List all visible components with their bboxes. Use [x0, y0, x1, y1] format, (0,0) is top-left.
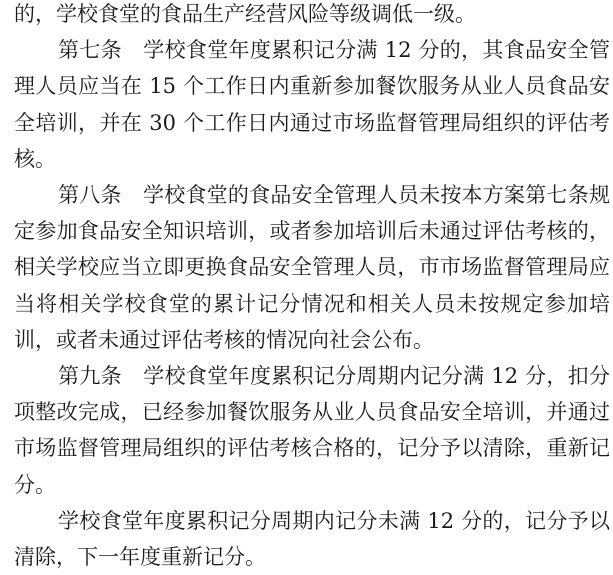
paragraph-reset-rule: 学校食堂年度累积记分周期内记分未满 12 分的，记分予以清除，下一年度重新记分。 — [14, 508, 610, 570]
paragraph-article-7: 第七条 学校食堂年度累积记分满 12 分的，其食品安全管理人员应当在 15 个工作日内重新参加餐饮服务从业人员食品安全培训，并在 30 个工作日内通过市场监督管理局组织的评估考核。 — [14, 38, 610, 171]
paragraph-article-8: 第八条 学校食堂的食品安全管理人员未按本方案第七条规定参加食品安全知识培训，或者参加培训后未通过评估考核的，相关学校应当立即更换食品安全管理人员，市市场监督管理局应当将相关学校食堂的累计记分情况和相关人员未按规定参加培训，或者未通过评估考核的情况向社会公布。 — [14, 183, 610, 352]
paragraph-continuation: 的，学校食堂的食品生产经营风险等级调低一级。 — [14, 2, 476, 26]
paragraph-article-9: 第九条 学校食堂年度累积记分周期内记分满 12 分，扣分项整改完成，已经参加餐饮服务从业人员食品安全培训，并通过市场监督管理局组织的评估考核合格的，记分予以清除，重新记分。 — [14, 364, 610, 497]
document-body — [14, 0, 610, 575]
